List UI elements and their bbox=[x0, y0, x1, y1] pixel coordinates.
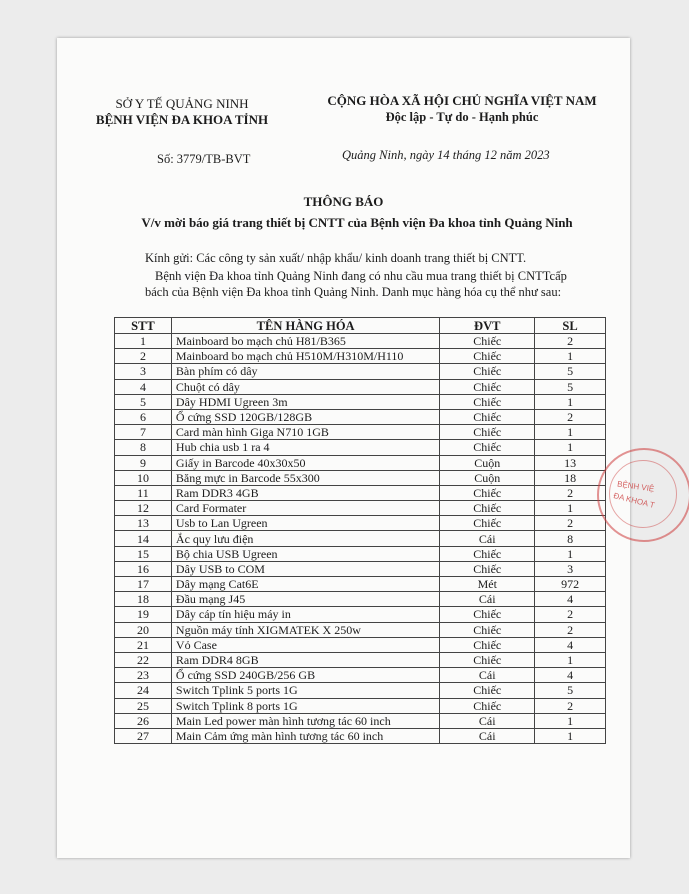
row-item-name: Mainboard bo mạch chủ H510M/H310M/H110 bbox=[171, 349, 439, 364]
row-item-name: Nguồn máy tính XIGMATEK X 250w bbox=[171, 622, 439, 637]
row-unit: Chiếc bbox=[440, 409, 535, 424]
row-stt: 1 bbox=[115, 334, 172, 349]
org-line-2: BỆNH VIỆN ĐA KHOA TỈNH bbox=[95, 112, 269, 127]
table-row bbox=[115, 607, 606, 622]
row-quantity: 5 bbox=[535, 364, 606, 379]
row-quantity: 3 bbox=[535, 561, 606, 576]
row-stt: 23 bbox=[115, 668, 172, 683]
issuing-organization bbox=[57, 96, 307, 128]
row-unit: Chiếc bbox=[440, 622, 535, 637]
row-item-name: Switch Tplink 8 ports 1G bbox=[171, 698, 439, 713]
row-unit: Chiếc bbox=[440, 379, 535, 394]
table-row bbox=[115, 440, 606, 455]
row-unit: Chiếc bbox=[440, 516, 535, 531]
row-quantity: 5 bbox=[535, 683, 606, 698]
row-stt: 18 bbox=[115, 592, 172, 607]
row-stt: 11 bbox=[115, 485, 172, 500]
table-row bbox=[115, 546, 606, 561]
row-stt: 16 bbox=[115, 561, 172, 576]
row-quantity: 8 bbox=[535, 531, 606, 546]
row-item-name: Main Led power màn hình tương tác 60 inch bbox=[171, 713, 439, 728]
table-row bbox=[115, 485, 606, 500]
nation-line-1: CỘNG HÒA XÃ HỘI CHỦ NGHĨA VIỆT NAM bbox=[327, 93, 597, 108]
row-quantity: 1 bbox=[535, 546, 606, 561]
row-quantity: 1 bbox=[535, 394, 606, 409]
row-item-name: Dây mạng Cat6E bbox=[171, 577, 439, 592]
table-row bbox=[115, 470, 606, 485]
document-page bbox=[57, 38, 656, 858]
row-stt: 22 bbox=[115, 652, 172, 667]
row-unit: Chiếc bbox=[440, 425, 535, 440]
row-quantity: 2 bbox=[535, 334, 606, 349]
table-row bbox=[115, 728, 606, 743]
row-stt: 21 bbox=[115, 637, 172, 652]
row-item-name: Hub chia usb 1 ra 4 bbox=[171, 440, 439, 455]
table-row bbox=[115, 425, 606, 440]
row-stt: 2 bbox=[115, 349, 172, 364]
row-stt: 24 bbox=[115, 683, 172, 698]
row-item-name: Mainboard bo mạch chủ H81/B365 bbox=[171, 334, 439, 349]
table-row bbox=[115, 531, 606, 546]
row-stt: 13 bbox=[115, 516, 172, 531]
row-unit: Cái bbox=[440, 531, 535, 546]
row-unit: Chiếc bbox=[440, 485, 535, 500]
row-quantity: 2 bbox=[535, 622, 606, 637]
row-unit: Chiếc bbox=[440, 334, 535, 349]
table-row bbox=[115, 622, 606, 637]
row-unit: Chiếc bbox=[440, 349, 535, 364]
row-unit: Mét bbox=[440, 577, 535, 592]
red-seal-stamp bbox=[597, 448, 689, 542]
row-item-name: Card màn hình Giga N710 1GB bbox=[171, 425, 439, 440]
row-stt: 15 bbox=[115, 546, 172, 561]
row-item-name: Giấy in Barcode 40x30x50 bbox=[171, 455, 439, 470]
seal-text-2: ĐA KHOA T bbox=[612, 491, 656, 510]
row-stt: 6 bbox=[115, 409, 172, 424]
header-stt: STT bbox=[115, 318, 172, 334]
row-unit: Cái bbox=[440, 668, 535, 683]
notice-title: THÔNG BÁO bbox=[303, 194, 384, 209]
table-row bbox=[115, 561, 606, 576]
row-stt: 7 bbox=[115, 425, 172, 440]
item-list-table bbox=[114, 317, 606, 744]
row-quantity: 4 bbox=[535, 637, 606, 652]
row-quantity: 1 bbox=[535, 501, 606, 516]
row-unit: Chiếc bbox=[440, 546, 535, 561]
table-row bbox=[115, 334, 606, 349]
notice-subject: V/v mời báo giá trang thiết bị CNTT của Bệnh viện Đa khoa tỉnh Quảng Ninh bbox=[141, 215, 573, 230]
row-quantity: 4 bbox=[535, 592, 606, 607]
row-item-name: Dây HDMI Ugreen 3m bbox=[171, 394, 439, 409]
row-unit: Chiếc bbox=[440, 607, 535, 622]
row-stt: 4 bbox=[115, 379, 172, 394]
row-stt: 26 bbox=[115, 713, 172, 728]
org-line-1: SỞ Y TẾ QUẢNG NINH bbox=[115, 96, 249, 111]
row-unit: Chiếc bbox=[440, 698, 535, 713]
row-stt: 12 bbox=[115, 501, 172, 516]
header-item-name: TÊN HÀNG HÓA bbox=[171, 318, 439, 334]
row-stt: 27 bbox=[115, 728, 172, 743]
row-unit: Chiếc bbox=[440, 683, 535, 698]
intro-paragraph: Bệnh viện Đa khoa tỉnh Quảng Ninh đang có nhu cầu mua trang thiết bị CNTTcấp bách của Bệnh viện Đa khoa tỉnh Quảng Ninh. Danh mục hàng hóa cụ thể như sau: bbox=[145, 269, 567, 299]
row-quantity: 1 bbox=[535, 652, 606, 667]
row-stt: 10 bbox=[115, 470, 172, 485]
row-unit: Cái bbox=[440, 592, 535, 607]
row-quantity: 4 bbox=[535, 668, 606, 683]
nation-line-2: Độc lập - Tự do - Hạnh phúc bbox=[385, 110, 539, 124]
row-unit: Chiếc bbox=[440, 501, 535, 516]
row-stt: 3 bbox=[115, 364, 172, 379]
row-item-name: Băng mực in Barcode 55x300 bbox=[171, 470, 439, 485]
row-item-name: Ram DDR4 8GB bbox=[171, 652, 439, 667]
table-row bbox=[115, 501, 606, 516]
row-item-name: Dây cáp tín hiệu máy in bbox=[171, 607, 439, 622]
row-item-name: Bộ chia USB Ugreen bbox=[171, 546, 439, 561]
row-quantity: 5 bbox=[535, 379, 606, 394]
row-item-name: Bàn phím có dây bbox=[171, 364, 439, 379]
row-quantity: 2 bbox=[535, 409, 606, 424]
table-row bbox=[115, 668, 606, 683]
row-quantity: 2 bbox=[535, 516, 606, 531]
seal-text-1: BỆNH VIỆ bbox=[616, 479, 655, 494]
row-quantity: 13 bbox=[535, 455, 606, 470]
table-row bbox=[115, 683, 606, 698]
row-quantity: 2 bbox=[535, 698, 606, 713]
table-row bbox=[115, 455, 606, 470]
place-date: Quảng Ninh, ngày 14 tháng 12 năm 2023 bbox=[342, 148, 550, 162]
table-row bbox=[115, 409, 606, 424]
row-unit: Chiếc bbox=[440, 637, 535, 652]
table-row bbox=[115, 516, 606, 531]
table-row bbox=[115, 652, 606, 667]
row-unit: Cái bbox=[440, 728, 535, 743]
row-quantity: 1 bbox=[535, 425, 606, 440]
row-item-name: Đầu mạng J45 bbox=[171, 592, 439, 607]
row-item-name: Dây USB to COM bbox=[171, 561, 439, 576]
header-quantity: SL bbox=[535, 318, 606, 334]
table-row bbox=[115, 592, 606, 607]
row-unit: Chiếc bbox=[440, 561, 535, 576]
table-header-row bbox=[115, 318, 606, 334]
header-unit: ĐVT bbox=[440, 318, 535, 334]
table-row bbox=[115, 577, 606, 592]
table-row bbox=[115, 349, 606, 364]
row-unit: Chiếc bbox=[440, 652, 535, 667]
row-item-name: Ram DDR3 4GB bbox=[171, 485, 439, 500]
row-quantity: 1 bbox=[535, 349, 606, 364]
row-quantity: 1 bbox=[535, 713, 606, 728]
row-item-name: Ắc quy lưu điện bbox=[171, 531, 439, 546]
row-stt: 20 bbox=[115, 622, 172, 637]
row-item-name: Chuột có dây bbox=[171, 379, 439, 394]
row-unit: Chiếc bbox=[440, 440, 535, 455]
row-quantity: 1 bbox=[535, 440, 606, 455]
table-row bbox=[115, 379, 606, 394]
row-stt: 17 bbox=[115, 577, 172, 592]
row-item-name: Ổ cứng SSD 240GB/256 GB bbox=[171, 668, 439, 683]
addressee: Kính gửi: Các công ty sản xuất/ nhập khẩu/ kinh doanh trang thiết bị CNTT. bbox=[145, 251, 527, 265]
row-quantity: 18 bbox=[535, 470, 606, 485]
row-item-name: Main Cảm ứng màn hình tương tác 60 inch bbox=[171, 728, 439, 743]
row-unit: Cuộn bbox=[440, 455, 535, 470]
row-unit: Cái bbox=[440, 713, 535, 728]
table-row bbox=[115, 713, 606, 728]
document-number: Số: 3779/TB-BVT bbox=[157, 152, 251, 166]
table-row bbox=[115, 364, 606, 379]
row-unit: Chiếc bbox=[440, 364, 535, 379]
row-quantity: 2 bbox=[535, 607, 606, 622]
row-quantity: 1 bbox=[535, 728, 606, 743]
table-row bbox=[115, 394, 606, 409]
table-row bbox=[115, 698, 606, 713]
row-stt: 9 bbox=[115, 455, 172, 470]
row-item-name: Switch Tplink 5 ports 1G bbox=[171, 683, 439, 698]
row-quantity: 2 bbox=[535, 485, 606, 500]
table-body bbox=[115, 334, 606, 744]
row-item-name: Usb to Lan Ugreen bbox=[171, 516, 439, 531]
row-stt: 5 bbox=[115, 394, 172, 409]
row-item-name: Ổ cứng SSD 120GB/128GB bbox=[171, 409, 439, 424]
row-stt: 19 bbox=[115, 607, 172, 622]
table-row bbox=[115, 637, 606, 652]
row-stt: 25 bbox=[115, 698, 172, 713]
row-item-name: Card Formater bbox=[171, 501, 439, 516]
row-stt: 8 bbox=[115, 440, 172, 455]
row-unit: Chiếc bbox=[440, 394, 535, 409]
row-quantity: 972 bbox=[535, 577, 606, 592]
national-motto bbox=[297, 93, 627, 125]
row-stt: 14 bbox=[115, 531, 172, 546]
row-unit: Cuộn bbox=[440, 470, 535, 485]
row-item-name: Vỏ Case bbox=[171, 637, 439, 652]
